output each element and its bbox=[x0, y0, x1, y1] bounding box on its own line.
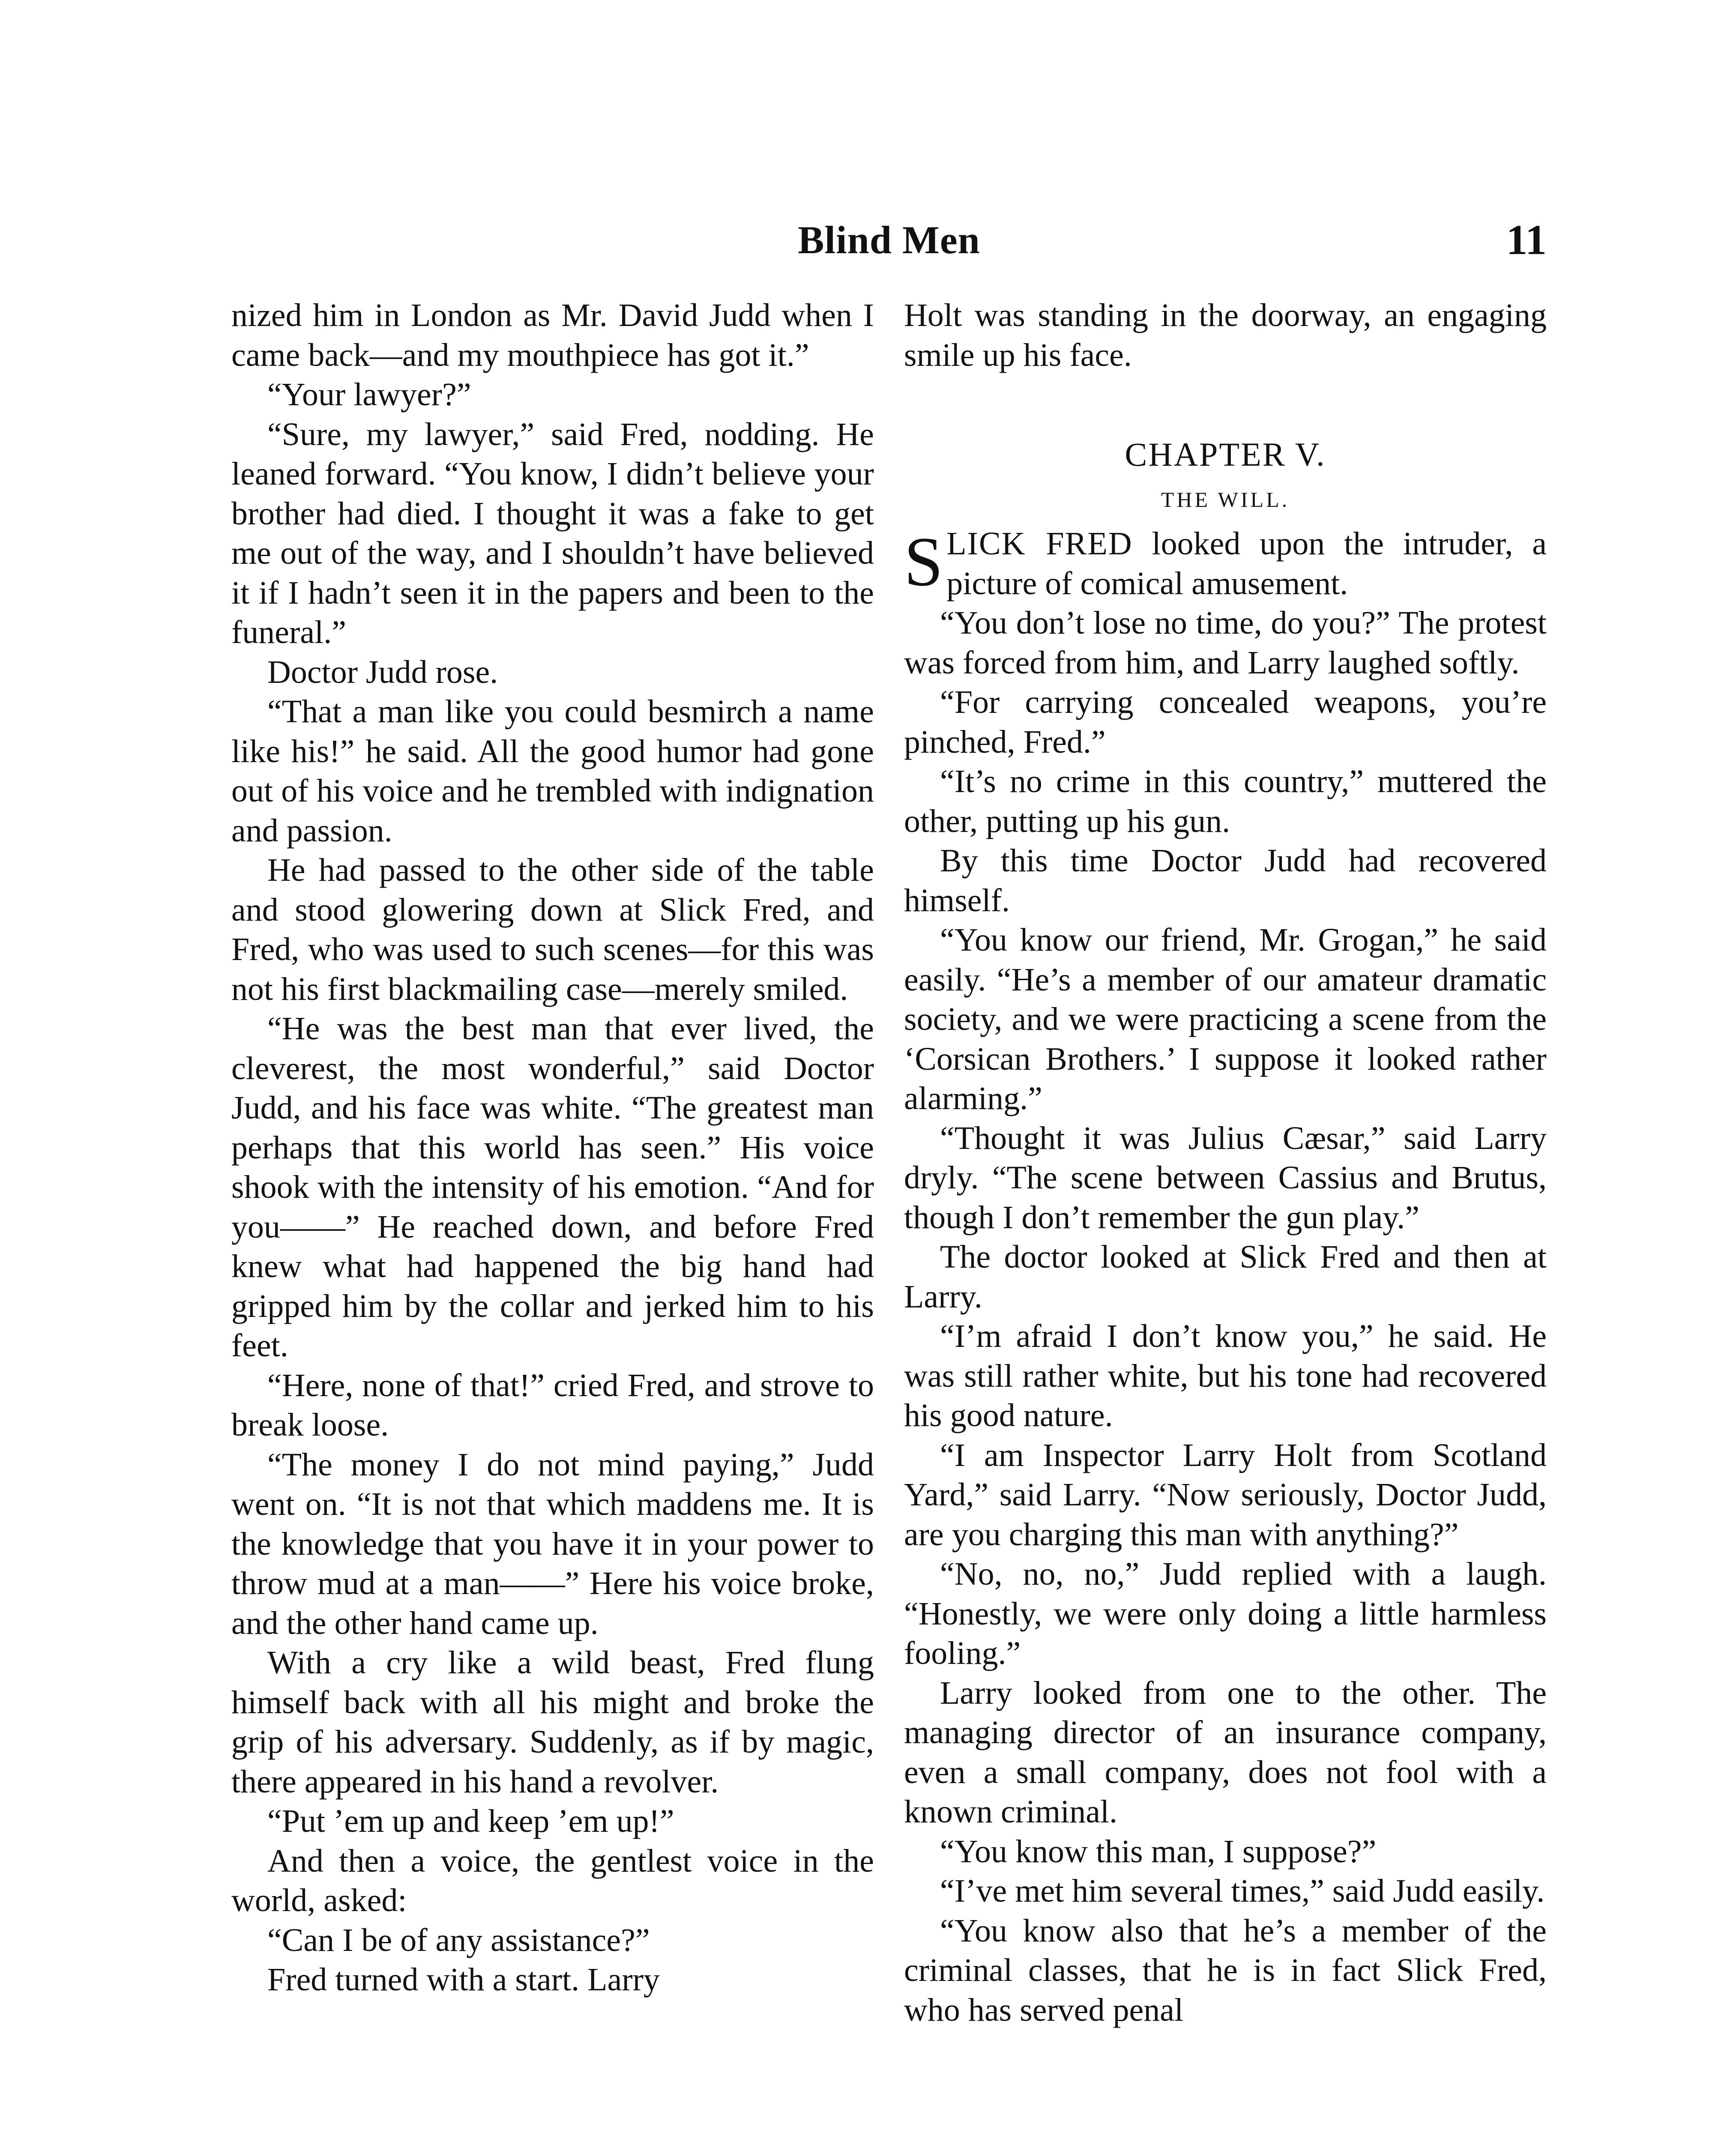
page-number: 11 bbox=[1506, 216, 1547, 263]
paragraph: “You know this man, I suppose?” bbox=[940, 1833, 1377, 1870]
paragraph: “Here, none of that!” cried Fred, and strove to break loose. bbox=[231, 1367, 874, 1443]
paragraph: “Put ’em up and keep ’em up!” bbox=[267, 1803, 674, 1839]
paragraph: Doctor Judd rose. bbox=[267, 654, 498, 690]
paragraph: “For carrying concealed weapons, you’re pinched, Fred.” bbox=[904, 684, 1547, 760]
opening-lead-words: LICK FRED bbox=[946, 526, 1133, 562]
paragraph: And then a voice, the gentlest voice in the world, asked: bbox=[231, 1843, 874, 1918]
paragraph: “Can I be of any assistance?” bbox=[267, 1922, 650, 1958]
paragraph: “You know our friend, Mr. Grogan,” he said easily. “He’s a member of our amateur dramatic society, and we were practicing a scene from the ‘Corsican Brothers.’ I suppose it looked rather alarming.” bbox=[904, 922, 1547, 1116]
paragraph: “The money I do not mind paying,” Judd went on. “It is not that which maddens me. It is the knowledge that you have it in your power to throw mud at a man——” Here his voice broke, and the other hand came up. bbox=[231, 1446, 874, 1641]
paragraph: He had passed to the other side of the table and stood glowering down at Slick Fred, and Fred, who was used to such scenes—for this was not his first blackmailing case—merely smiled. bbox=[231, 852, 874, 1007]
running-title: Blind Men bbox=[798, 218, 980, 262]
paragraph: “You know also that he’s a member of the criminal classes, that he is in fact Slick Fred, who has served penal bbox=[904, 1912, 1547, 2028]
drop-cap: S bbox=[904, 523, 943, 601]
chapter-heading: CHAPTER V. bbox=[1125, 436, 1326, 473]
paragraph: “No, no, no,” Judd replied with a laugh. “Honestly, we were only doing a little harmless fooling.” bbox=[904, 1556, 1547, 1671]
right-column bbox=[904, 296, 1547, 2030]
paragraph-continuation: Holt was standing in the doorway, an engaging smile up his face. bbox=[904, 297, 1547, 373]
paragraph: “Thought it was Julius Cæsar,” said Larry dryly. “The scene between Cassius and Brutus, though I don’t remember the gun play.” bbox=[904, 1120, 1547, 1236]
paragraph: Fred turned with a start. Larry bbox=[267, 1962, 660, 1998]
paragraph: “I’ve met him several times,” said Judd easily. bbox=[940, 1873, 1545, 1909]
paragraph: “That a man like you could besmirch a name like his!” he said. All the good humor had gone out of his voice and he trembled with indignation and passion. bbox=[231, 694, 874, 849]
paragraph: By this time Doctor Judd had recovered himself. bbox=[904, 843, 1547, 918]
paragraph: “I’m afraid I don’t know you,” he said. He was still rather white, but his tone had recovered his good nature. bbox=[904, 1318, 1547, 1433]
paragraph: “It’s no crime in this country,” muttered the other, putting up his gun. bbox=[904, 763, 1547, 839]
paragraph: “He was the best man that ever lived, the cleverest, the most wonderful,” said Doctor Judd, and his face was white. “The greatest man perhaps that this world has seen.” His voice shook with the intensity of his emotion. “And for you——” He reached down, and before Fred knew what had happened the big hand had gripped him by the collar and jerked him to his feet. bbox=[231, 1011, 874, 1364]
left-column bbox=[231, 296, 874, 2000]
paragraph: “You don’t lose no time, do you?” The protest was forced from him, and Larry laughed softly. bbox=[904, 605, 1547, 681]
chapter-subtitle: THE WILL. bbox=[1161, 488, 1290, 512]
paragraph: nized him in London as Mr. David Judd when I came back—and my mouthpiece has got it.” bbox=[231, 297, 874, 373]
paragraph: “Your lawyer?” bbox=[267, 377, 471, 413]
paragraph: The doctor looked at Slick Fred and then at Larry. bbox=[904, 1239, 1547, 1315]
paragraph: With a cry like a wild beast, Fred flung himself back with all his might and broke the grip of his adversary. Suddenly, as if by magic, there appeared in his hand a revolver. bbox=[231, 1645, 874, 1800]
paragraph: Larry looked from one to the other. The managing director of an insurance company, even a small company, does not fool with a known criminal. bbox=[904, 1675, 1547, 1830]
chapter-opening-paragraph bbox=[904, 524, 1547, 603]
paragraph: “Sure, my lawyer,” said Fred, nodding. He leaned forward. “You know, I didn’t believe your brother had died. I thought it was a fake to get me out of the way, and I shouldn’t have believed it if I hadn’t seen it in the papers and been to the funeral.” bbox=[231, 416, 874, 650]
running-head bbox=[231, 214, 1547, 266]
paragraph: “I am Inspector Larry Holt from Scotland Yard,” said Larry. “Now seriously, Doctor Judd, are you charging this man with anything?” bbox=[904, 1437, 1547, 1553]
opening-text: looked upon the intruder, a picture of comical amusement. bbox=[946, 526, 1547, 601]
